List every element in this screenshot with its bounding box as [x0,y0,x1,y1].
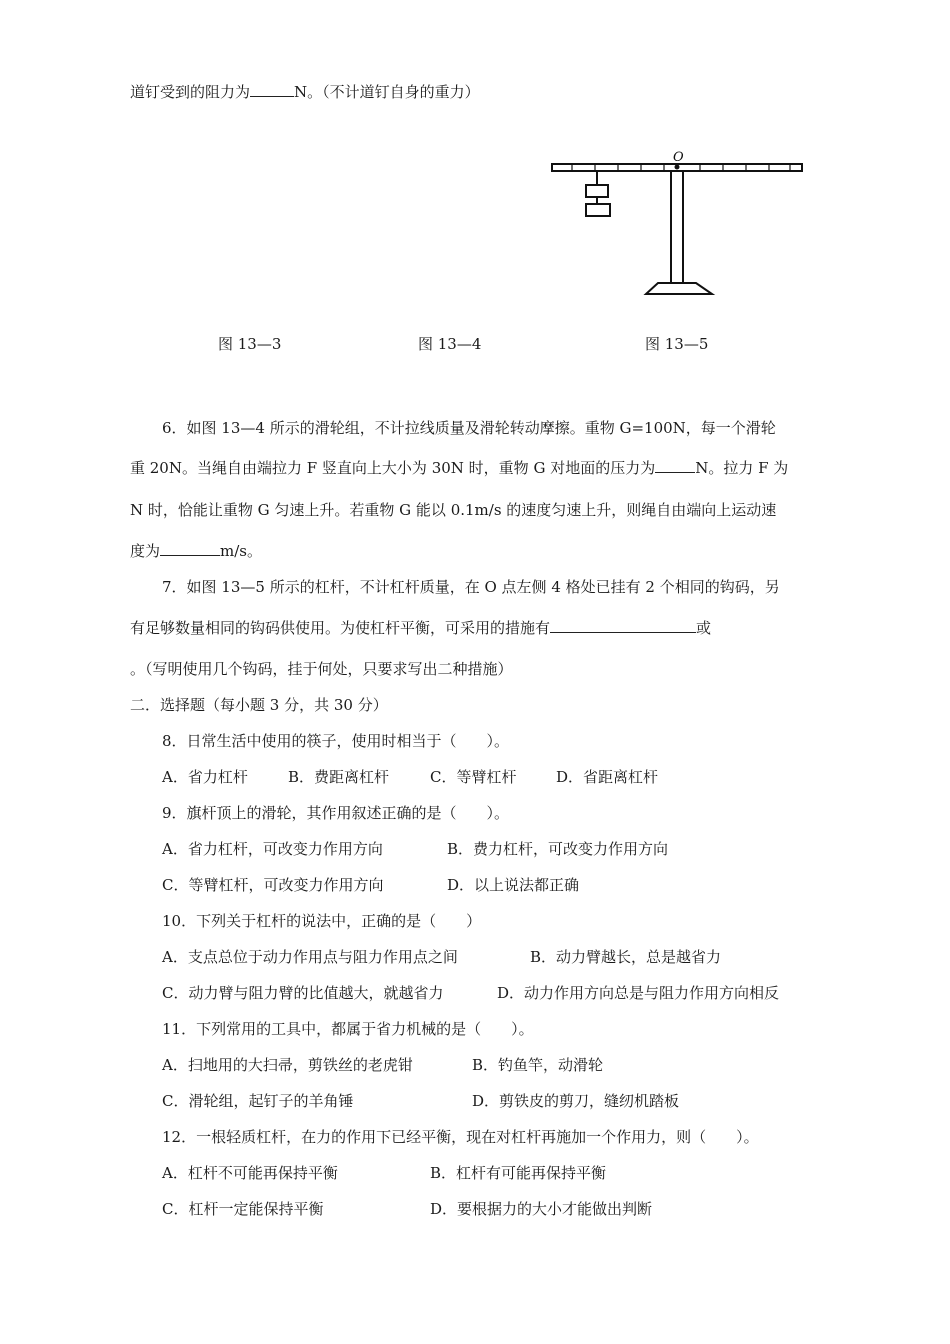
caption-13-5: 图 13—5 [645,335,709,353]
intro-post: N。（不计道钉自身的重力） [294,83,480,101]
q11-option-c[interactable]: C．滑轮组，起钉子的羊角锤 [162,1092,354,1110]
pivot-label: O [673,150,684,165]
q6-line2-post: N。拉力 F 为 [695,459,789,477]
q10-stem: 10．下列关于杠杆的说法中，正确的是（ ） [162,912,482,930]
q7-line3: 。（写明使用几个钩码，挂于何处，只要求写出二种措施） [130,660,513,678]
q9-option-d[interactable]: D．以上说法都正确 [447,876,580,894]
q9-option-c[interactable]: C．等臂杠杆，可改变力作用方向 [162,876,384,894]
q11-option-a[interactable]: A．扫地用的大扫帚，剪铁丝的老虎钳 [162,1056,413,1074]
q7-line2-post: 或 [696,619,712,637]
q7-line2-pre: 有足够数量相同的钩码供使用。为使杠杆平衡，可采用的措施有 [130,619,551,637]
q11-option-d[interactable]: D．剪铁皮的剪刀，缝纫机踏板 [472,1092,680,1110]
q7-line2 [130,618,711,638]
intro-pre: 道钉受到的阻力为 [130,83,251,101]
caption-13-3: 图 13—3 [218,335,282,353]
caption-13-4: 图 13—4 [418,335,482,353]
q6-line2-pre: 重 20N。当绳自由端拉力 F 竖直向上大小为 30N 时，重物 G 对地面的压力为 [130,459,656,477]
q8-stem: 8．日常生活中使用的筷子，使用时相当于（ ）。 [162,732,510,750]
q6-line4 [130,541,262,561]
q8-option-a[interactable]: A．省力杠杆 [162,768,248,786]
q11-stem: 11．下列常用的工具中，都属于省力机械的是（ ）。 [162,1020,534,1038]
lever-figure [540,140,810,305]
q9-option-a[interactable]: A．省力杠杆，可改变力作用方向 [162,840,383,858]
section-title: 二．选择题（每小题 3 分，共 30 分） [130,696,388,714]
q7-line1: 7．如图 13—5 所示的杠杆，不计杠杆质量，在 O 点左侧 4 格处已挂有 2 个相同的钩码，另 [162,578,780,596]
q10-option-a[interactable]: A．支点总位于动力作用点与阻力作用点之间 [162,948,458,966]
answer-blank[interactable] [160,541,220,556]
q12-option-b[interactable]: B．杠杆有可能再保持平衡 [430,1164,607,1182]
q9-stem: 9．旗杆顶上的滑轮，其作用叙述正确的是（ ）。 [162,804,510,822]
answer-blank[interactable] [655,458,695,473]
stand [646,171,712,294]
intro-line [130,82,480,102]
q8-option-d[interactable]: D．省距离杠杆 [556,768,659,786]
q8-option-b[interactable]: B．费距离杠杆 [288,768,390,786]
q12-stem: 12．一根轻质杠杆，在力的作用下已经平衡，现在对杠杆再施加一个作用力，则（ ）。 [162,1128,759,1146]
answer-blank[interactable] [250,82,294,97]
q6-line3: N 时，恰能让重物 G 匀速上升。若重物 G 能以 0.1m/s 的速度匀速上升，则绳自由端向上运动速 [130,501,777,519]
q6-line4-pre: 度为 [130,542,161,560]
pivot-point [675,165,680,170]
q12-option-a[interactable]: A．杠杆不可能再保持平衡 [162,1164,338,1182]
q8-option-c[interactable]: C．等臂杠杆 [430,768,517,786]
q10-option-c[interactable]: C．动力臂与阻力臂的比值越大，就越省力 [162,984,444,1002]
hanging-weights [586,171,610,216]
q6-line1: 6．如图 13—4 所示的滑轮组，不计拉线质量及滑轮转动摩擦。重物 G=100N，每一个滑轮 [162,419,776,437]
q12-option-d[interactable]: D．要根据力的大小才能做出判断 [430,1200,653,1218]
q10-option-d[interactable]: D．动力作用方向总是与阻力作用方向相反 [497,984,780,1002]
answer-blank[interactable] [550,618,696,633]
q9-option-b[interactable]: B．费力杠杆，可改变力作用方向 [447,840,669,858]
q11-option-b[interactable]: B．钓鱼竿，动滑轮 [472,1056,604,1074]
q10-option-b[interactable]: B．动力臂越长，总是越省力 [530,948,722,966]
q6-line2 [130,458,788,478]
q12-option-c[interactable]: C．杠杆一定能保持平衡 [162,1200,324,1218]
q6-line4-post: m/s。 [220,542,262,560]
